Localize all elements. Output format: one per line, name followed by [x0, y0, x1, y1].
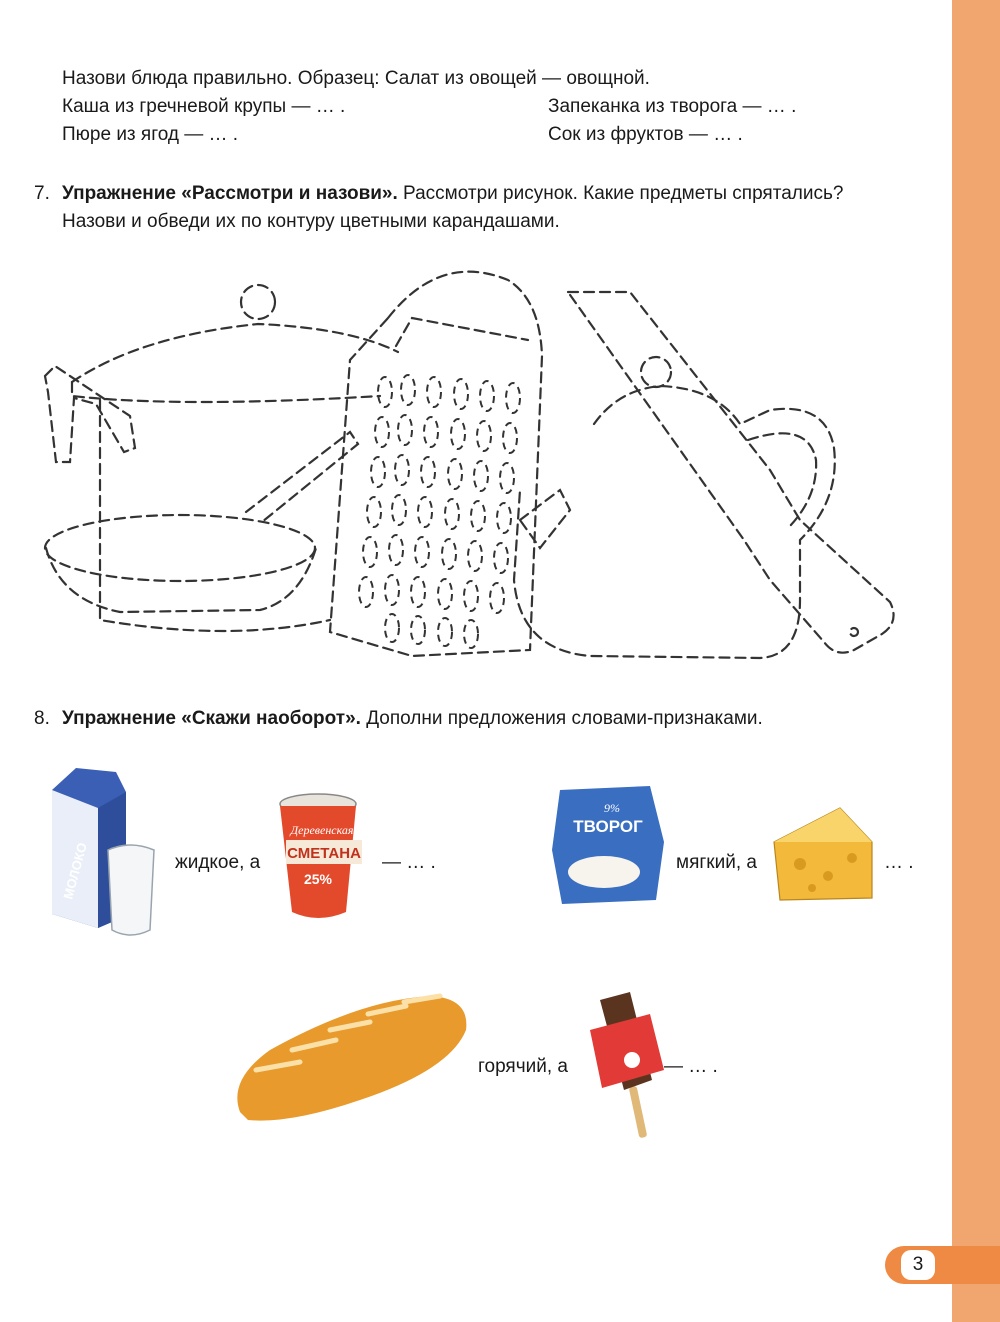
pair-word: мягкий, а — [676, 852, 757, 873]
bread-picture — [237, 996, 466, 1121]
exercise-number: 8. — [34, 708, 50, 729]
kettle-spout — [520, 490, 570, 548]
milk-picture — [52, 768, 154, 935]
sour-cream-label: СМЕТАНА — [287, 845, 361, 862]
cottage-cheese-picture — [552, 786, 664, 904]
pair-answer: … . — [884, 852, 914, 873]
pair-word: жидкое, а — [175, 852, 261, 873]
pair-answer: — … . — [382, 852, 436, 873]
exercise-heading — [62, 706, 763, 732]
dish-item: Запеканка из творога — … . — [548, 96, 797, 117]
dish-item: Каша из гречневой крупы — … . — [62, 96, 346, 117]
ice-cream-picture — [590, 992, 664, 1138]
dish-item: Пюре из ягод — … . — [62, 124, 239, 145]
kettle-handle — [748, 433, 816, 526]
exercise-instruction: Дополни предложения словами-признаками. — [360, 708, 763, 729]
exercise-number: 7. — [34, 183, 50, 204]
pot-lid-knob — [241, 285, 275, 319]
kettle-knob — [641, 357, 671, 387]
frying-pan — [45, 515, 315, 581]
sour-cream-brand: Деревенская — [290, 823, 354, 837]
exercise-title: Упражнение «Скажи наоборот». — [62, 708, 361, 729]
milk-label: МОЛОКО — [60, 840, 90, 901]
pot-handle — [45, 366, 135, 462]
cottage-label: ТВОРОГ — [573, 817, 643, 836]
kettle-body — [514, 386, 835, 658]
pair-answer: — … . — [664, 1056, 718, 1077]
intro-line: Назови блюда правильно. Образец: Салат из овощей — овощной. — [62, 68, 650, 89]
exercise-instruction: Назови и обведи их по контуру цветными карандашами. — [62, 211, 560, 232]
sour-cream-picture — [280, 794, 362, 918]
page-number: 3 — [901, 1250, 935, 1280]
grater-holes — [359, 375, 520, 648]
cottage-fat: 9% — [604, 801, 620, 815]
frying-pan-handle — [246, 432, 358, 522]
knife — [568, 292, 894, 653]
exercise-instruction: Рассмотри рисунок. Какие предметы спрятались? — [397, 183, 844, 204]
sour-cream-fat: 25% — [303, 871, 333, 887]
exercise-title: Упражнение «Рассмотри и назови». — [62, 183, 398, 204]
grater — [330, 272, 542, 656]
pair-word: горячий, а — [478, 1056, 568, 1077]
cheese-picture — [774, 808, 872, 900]
dish-item: Сок из фруктов — … . — [548, 124, 743, 145]
